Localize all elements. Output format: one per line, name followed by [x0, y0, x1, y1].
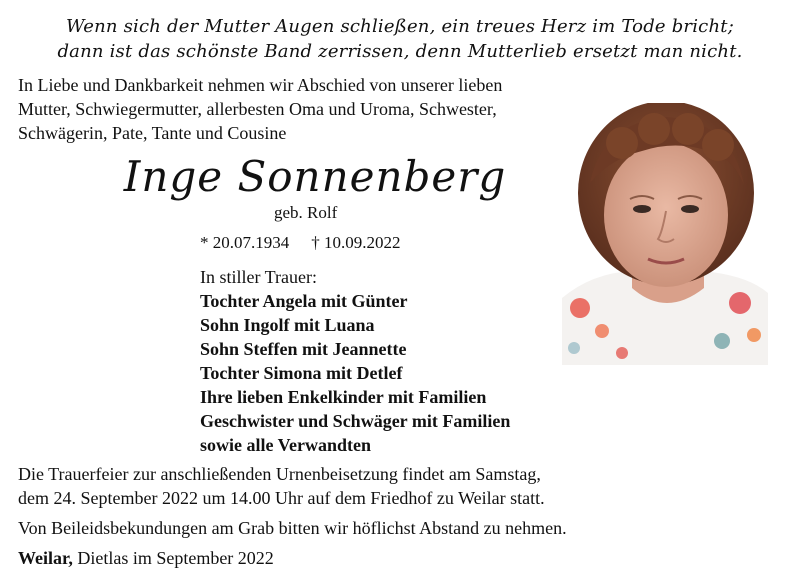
intro-line: In Liebe und Dankbarkeit nehmen wir Abschied von unserer lieben — [18, 75, 503, 95]
funeral-info-line-1: Die Trauerfeier zur anschließenden Urnenbeisetzung findet am Samstag, — [18, 464, 541, 484]
verse-line-1: Wenn sich der Mutter Augen schließen, ein treues Herz im Tode bricht; — [66, 16, 734, 37]
place-date-text: Dietlas im September 2022 — [72, 548, 274, 568]
mourner: Ihre lieben Enkelkinder mit Familien — [200, 387, 487, 407]
mourner: Sohn Ingolf mit Luana — [200, 315, 375, 335]
mourner: sowie alle Verwandten — [200, 435, 371, 455]
intro-text — [18, 73, 578, 145]
mourner: Tochter Simona mit Detlef — [200, 363, 403, 383]
intro-line: Mutter, Schwiegermutter, allerbesten Oma und Uroma, Schwester, — [18, 99, 497, 119]
portrait-photo — [562, 103, 768, 365]
death-date: † 10.09.2022 — [311, 233, 401, 252]
footer-text — [18, 462, 788, 570]
life-dates — [200, 233, 401, 253]
mourner: Tochter Angela mit Günter — [200, 291, 408, 311]
place-name: Weilar, — [18, 548, 73, 568]
intro-line: Schwägerin, Pate, Tante und Cousine — [18, 123, 287, 143]
verse-line-2: dann ist das schönste Band zerrissen, denn Mutterlieb ersetzt man nicht. — [57, 41, 743, 62]
birth-name: geb. Rolf — [274, 203, 338, 222]
place-date — [18, 546, 788, 570]
funeral-info-line-2: dem 24. September 2022 um 14.00 Uhr auf dem Friedhof zu Weilar statt. — [18, 488, 545, 508]
mourning-heading: In stiller Trauer: — [200, 267, 317, 287]
mourners-list — [200, 265, 510, 457]
mourner: Geschwister und Schwäger mit Familien — [200, 411, 511, 431]
portrait-image — [562, 103, 768, 365]
deceased-name: Inge Sonnenberg — [123, 152, 507, 201]
mourner: Sohn Steffen mit Jeannette — [200, 339, 407, 359]
condolence-note: Von Beileidsbekundungen am Grab bitten wir höflichst Abstand zu nehmen. — [18, 518, 567, 538]
birth-date: * 20.07.1934 — [200, 233, 290, 252]
